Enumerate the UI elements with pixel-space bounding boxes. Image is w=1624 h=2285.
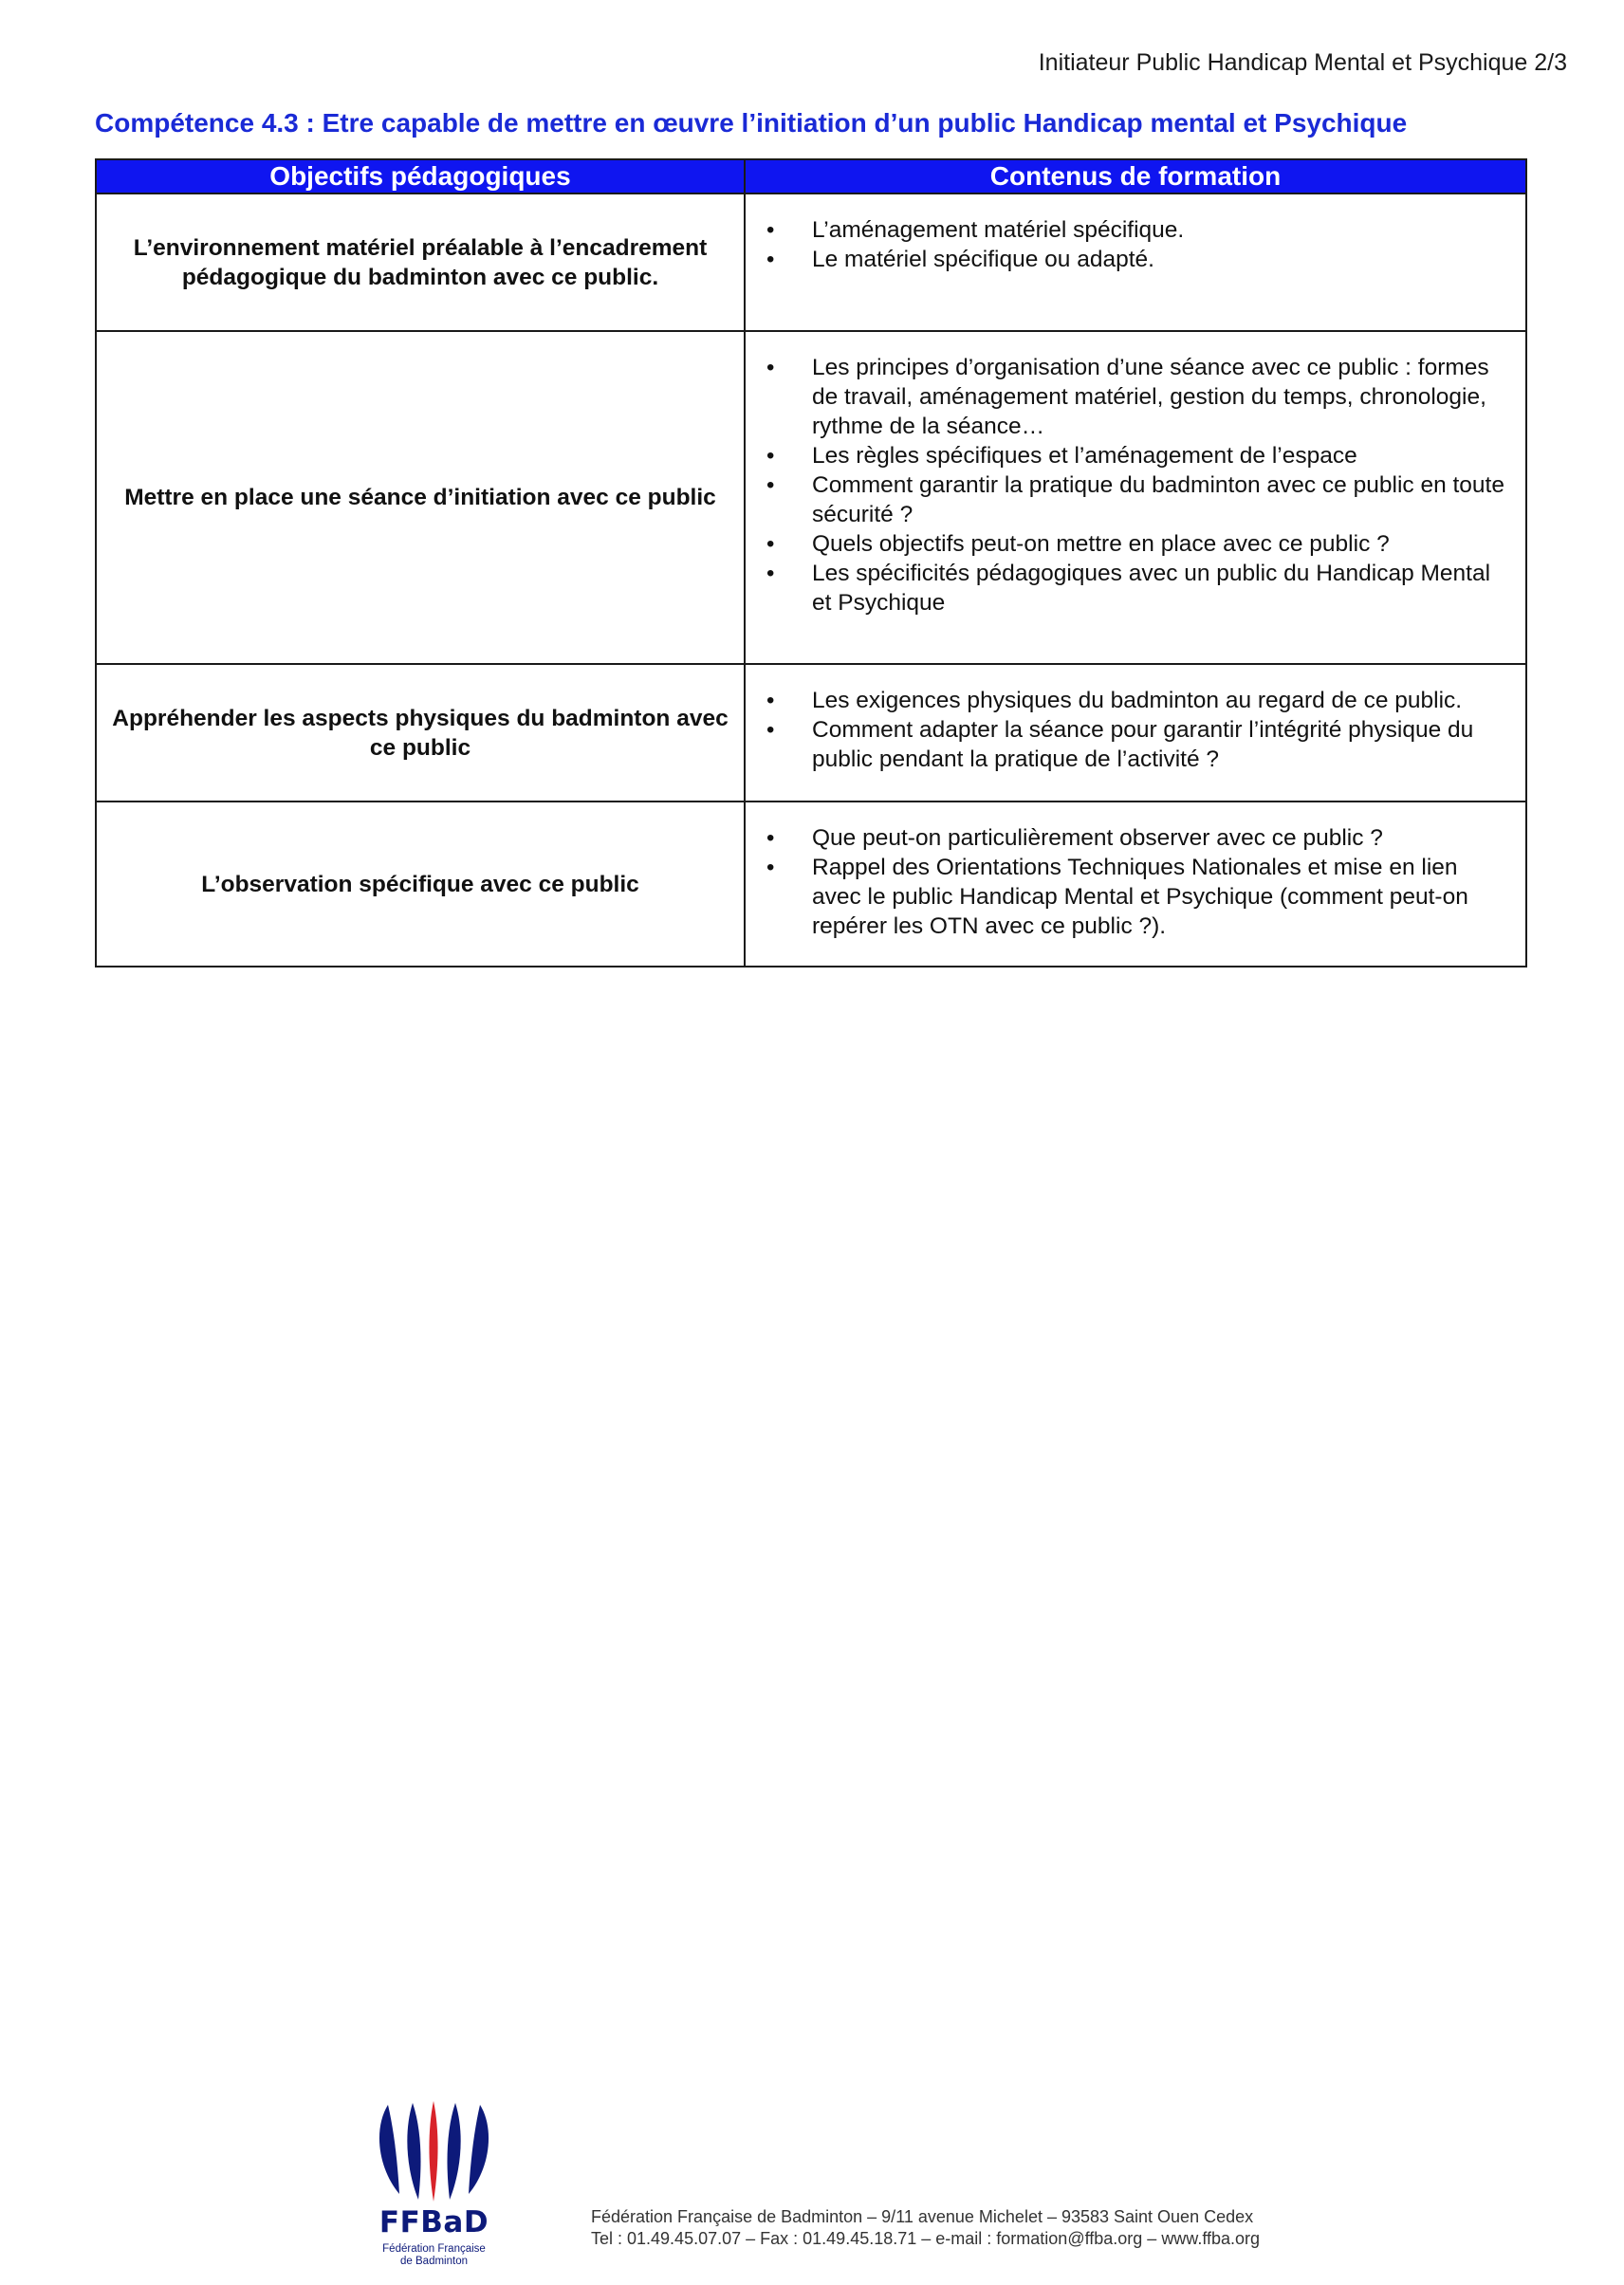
- list-item: • Les exigences physiques du badminton au regard de ce public.: [757, 686, 1512, 715]
- logo-subtitle-line: Fédération Française: [382, 2243, 486, 2255]
- ffbad-logo: [375, 2101, 493, 2272]
- contents-list: [757, 823, 1512, 941]
- table-header-row: [96, 159, 1526, 193]
- footer-address: [591, 2206, 1260, 2250]
- running-header: Initiateur Public Handicap Mental et Psychique 2/3: [1038, 49, 1567, 76]
- list-item: • Les spécificités pédagogiques avec un public du Handicap Mental et Psychique: [757, 559, 1512, 617]
- contents-list: [757, 215, 1512, 274]
- objective-cell: Mettre en place une séance d’initiation avec ce public: [96, 331, 745, 664]
- list-item: • Comment adapter la séance pour garantir l’intégrité physique du public pendant la pratique de l’activité ?: [757, 715, 1512, 774]
- contents-list: [757, 353, 1512, 617]
- logo-subtitle-line: de Badminton: [400, 2256, 468, 2267]
- footer-contact-line: Tel : 01.49.45.07.07 – Fax : 01.49.45.18.71 – e-mail : formation@ffba.org – www.ffba.org: [591, 2229, 1261, 2248]
- objective-cell: L’observation spécifique avec ce public: [96, 802, 745, 967]
- list-item: • Le matériel spécifique ou adapté.: [757, 245, 1512, 274]
- table-row: [96, 331, 1526, 664]
- contents-cell: [745, 193, 1526, 331]
- logo-subtitle: [375, 2243, 493, 2268]
- competence-table: [95, 158, 1527, 967]
- objective-cell: Appréhender les aspects physiques du badminton avec ce public: [96, 664, 745, 802]
- contents-cell: [745, 331, 1526, 664]
- list-item: • Rappel des Orientations Techniques Nationales et mise en lien avec le public Handicap Mental et Psychique (comment peut-on repérer les OTN avec ce public ?).: [757, 853, 1512, 941]
- list-item: • Que peut-on particulièrement observer avec ce public ?: [757, 823, 1512, 853]
- section-title: Compétence 4.3 : Etre capable de mettre en œuvre l’initiation d’un public Handicap mental et Psychique: [95, 108, 1408, 138]
- footer-address-line: Fédération Française de Badminton – 9/11 avenue Michelet – 93583 Saint Ouen Cedex: [591, 2207, 1254, 2226]
- table-row: [96, 664, 1526, 802]
- list-item: • L’aménagement matériel spécifique.: [757, 215, 1512, 245]
- list-item: • Les règles spécifiques et l’aménagement de l’espace: [757, 441, 1512, 470]
- ffbad-shuttle-feathers-icon: [375, 2101, 493, 2203]
- contents-list: [757, 686, 1512, 774]
- contents-cell: [745, 664, 1526, 802]
- table-row: [96, 193, 1526, 331]
- list-item: • Quels objectifs peut-on mettre en place avec ce public ?: [757, 529, 1512, 559]
- table-row: [96, 802, 1526, 967]
- column-header-contents: Contenus de formation: [745, 159, 1526, 193]
- contents-cell: [745, 802, 1526, 967]
- logo-wordmark: FFBaD: [378, 2205, 489, 2239]
- list-item: • Les principes d’organisation d’une séance avec ce public : formes de travail, aménagement matériel, gestion du temps, chronologie, rythme de la séance…: [757, 353, 1512, 441]
- objective-cell: L’environnement matériel préalable à l’encadrement pédagogique du badminton avec ce public.: [96, 193, 745, 331]
- column-header-objectives: Objectifs pédagogiques: [96, 159, 745, 193]
- list-item: • Comment garantir la pratique du badminton avec ce public en toute sécurité ?: [757, 470, 1512, 529]
